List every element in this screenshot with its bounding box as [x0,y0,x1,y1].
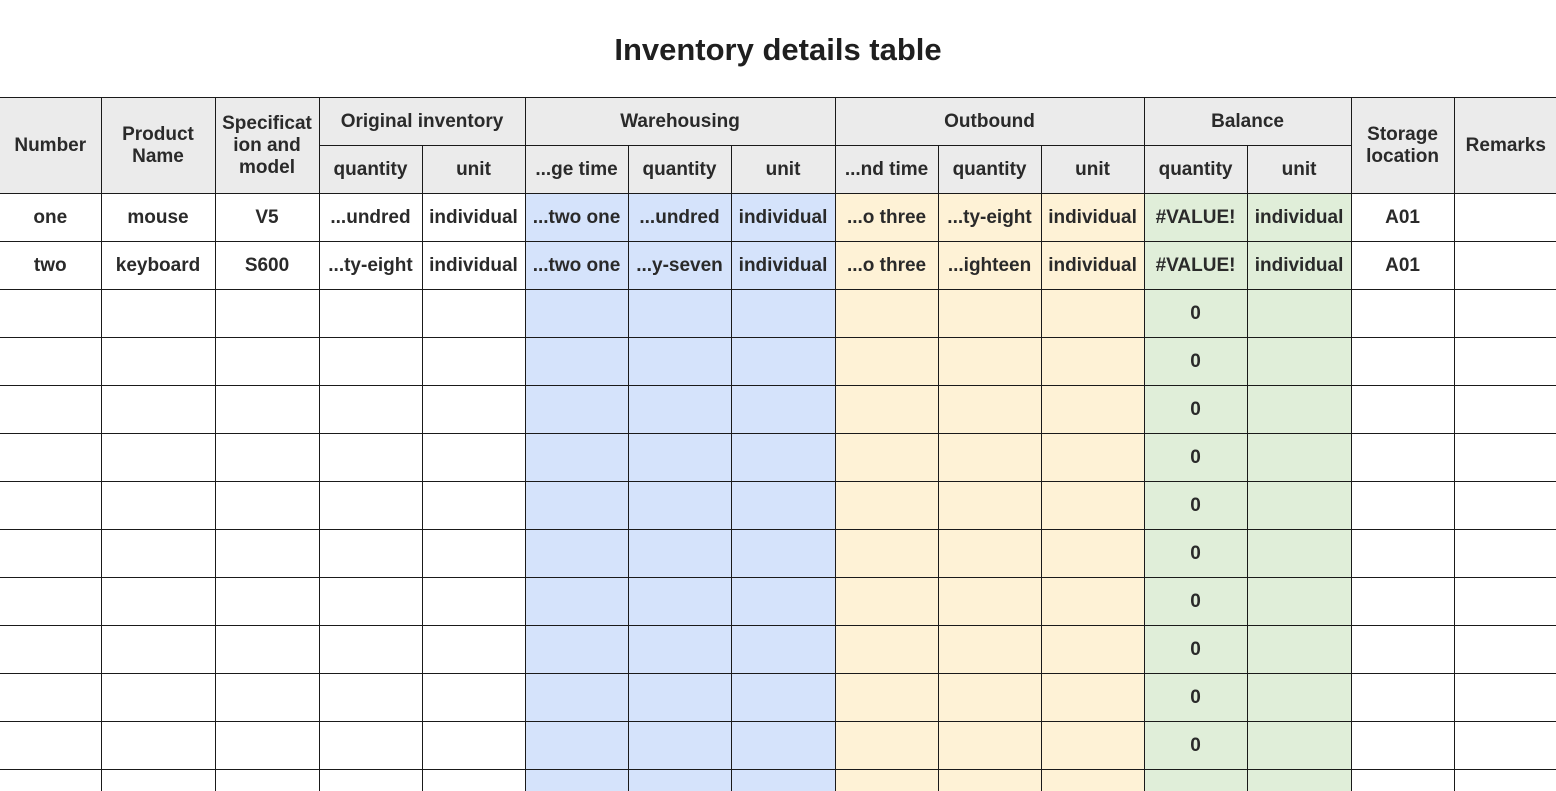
table-body [0,194,1556,791]
cell-orig-quantity[interactable] [319,722,422,770]
header-bal-unit[interactable]: unit [1247,146,1351,194]
cell-out-unit[interactable] [1041,626,1144,674]
cell-wh-quantity[interactable] [628,770,731,791]
cell-remarks[interactable] [1454,482,1556,530]
cell-number[interactable] [0,674,101,722]
cell-orig-unit[interactable] [422,530,525,578]
cell-wh-time[interactable] [525,722,628,770]
cell-out-unit[interactable] [1041,770,1144,791]
cell-wh-time[interactable]: ...two one [525,242,628,290]
cell-orig-quantity[interactable] [319,434,422,482]
cell-product-name[interactable] [101,578,215,626]
cell-orig-unit[interactable] [422,386,525,434]
cell-orig-quantity[interactable] [319,770,422,791]
cell-product-name[interactable]: keyboard [101,242,215,290]
cell-out-quantity[interactable] [938,290,1041,338]
header-storage-location[interactable]: Storage location [1351,98,1454,194]
cell-product-name[interactable]: mouse [101,194,215,242]
cell-product-name[interactable] [101,434,215,482]
cell-number[interactable] [0,386,101,434]
cell-remarks[interactable] [1454,674,1556,722]
cell-out-quantity[interactable]: ...ty-eight [938,194,1041,242]
header-out-time[interactable]: ...nd time [835,146,938,194]
header-number[interactable]: Number [0,98,101,194]
cell-bal-unit[interactable] [1247,482,1351,530]
cell-orig-quantity[interactable] [319,674,422,722]
cell-storage-location[interactable] [1351,674,1454,722]
cell-product-name[interactable] [101,770,215,791]
cell-specification[interactable] [215,626,319,674]
cell-out-time[interactable] [835,626,938,674]
cell-remarks[interactable] [1454,722,1556,770]
cell-storage-location[interactable] [1351,290,1454,338]
header-warehousing[interactable]: Warehousing [525,98,835,146]
cell-orig-unit[interactable] [422,338,525,386]
cell-orig-unit[interactable] [422,770,525,791]
cell-wh-time[interactable]: ...two one [525,194,628,242]
cell-wh-unit[interactable] [731,770,835,791]
cell-specification[interactable] [215,338,319,386]
cell-wh-quantity[interactable] [628,434,731,482]
header-out-quantity[interactable]: quantity [938,146,1041,194]
table-row [0,338,1556,386]
cell-out-time[interactable] [835,674,938,722]
cell-orig-unit[interactable] [422,722,525,770]
cell-storage-location[interactable] [1351,722,1454,770]
cell-orig-unit[interactable]: individual [422,242,525,290]
cell-out-unit[interactable] [1041,338,1144,386]
cell-specification[interactable] [215,386,319,434]
cell-orig-unit[interactable] [422,290,525,338]
cell-product-name[interactable] [101,530,215,578]
cell-wh-time[interactable] [525,290,628,338]
cell-out-time[interactable] [835,530,938,578]
cell-wh-unit[interactable] [731,674,835,722]
header-specification[interactable]: Specificat ion and model [215,98,319,194]
cell-wh-time[interactable] [525,674,628,722]
cell-out-quantity[interactable] [938,482,1041,530]
table-row [0,386,1556,434]
header-orig-quantity[interactable]: quantity [319,146,422,194]
cell-bal-quantity[interactable]: 0 [1144,338,1247,386]
cell-out-unit[interactable] [1041,290,1144,338]
cell-product-name[interactable] [101,626,215,674]
cell-bal-unit[interactable] [1247,338,1351,386]
cell-storage-location[interactable] [1351,338,1454,386]
cell-specification[interactable]: S600 [215,242,319,290]
cell-out-unit[interactable] [1041,386,1144,434]
cell-wh-quantity[interactable] [628,338,731,386]
cell-orig-quantity[interactable] [319,482,422,530]
table-row [0,482,1556,530]
cell-number[interactable] [0,434,101,482]
cell-out-quantity[interactable]: ...ighteen [938,242,1041,290]
cell-wh-unit[interactable] [731,386,835,434]
cell-wh-unit[interactable] [731,530,835,578]
cell-wh-unit[interactable] [731,482,835,530]
cell-number[interactable]: one [0,194,101,242]
cell-remarks[interactable] [1454,626,1556,674]
header-product-name[interactable]: Product Name [101,98,215,194]
table-row [0,194,1556,242]
cell-out-quantity[interactable] [938,530,1041,578]
cell-wh-unit[interactable] [731,290,835,338]
cell-number[interactable] [0,578,101,626]
cell-number[interactable] [0,626,101,674]
cell-orig-quantity[interactable] [319,290,422,338]
cell-bal-unit[interactable] [1247,386,1351,434]
cell-bal-unit[interactable] [1247,674,1351,722]
cell-bal-quantity[interactable]: 0 [1144,530,1247,578]
cell-specification[interactable] [215,578,319,626]
cell-specification[interactable] [215,290,319,338]
cell-product-name[interactable] [101,674,215,722]
cell-wh-time[interactable] [525,578,628,626]
cell-number[interactable] [0,530,101,578]
cell-out-quantity[interactable] [938,674,1041,722]
cell-remarks[interactable] [1454,338,1556,386]
header-wh-unit[interactable]: unit [731,146,835,194]
table-row [0,578,1556,626]
cell-wh-quantity[interactable] [628,722,731,770]
cell-orig-unit[interactable] [422,674,525,722]
cell-out-quantity[interactable] [938,386,1041,434]
cell-orig-quantity[interactable] [319,578,422,626]
cell-bal-quantity[interactable]: 0 [1144,626,1247,674]
cell-bal-unit[interactable] [1247,434,1351,482]
cell-product-name[interactable] [101,722,215,770]
inventory-table [0,97,1556,791]
cell-remarks[interactable] [1454,194,1556,242]
cell-wh-quantity[interactable] [628,386,731,434]
cell-remarks[interactable] [1454,242,1556,290]
cell-out-time[interactable] [835,338,938,386]
cell-number[interactable] [0,482,101,530]
cell-wh-time[interactable] [525,338,628,386]
cell-storage-location[interactable] [1351,386,1454,434]
cell-wh-time[interactable] [525,434,628,482]
cell-storage-location[interactable] [1351,578,1454,626]
cell-wh-time[interactable] [525,770,628,791]
cell-storage-location[interactable] [1351,434,1454,482]
table-row [0,674,1556,722]
table-title: Inventory details table [614,32,942,67]
table-row [0,242,1556,290]
cell-wh-unit[interactable] [731,722,835,770]
cell-out-unit[interactable] [1041,482,1144,530]
table-row [0,626,1556,674]
cell-wh-unit[interactable] [731,626,835,674]
cell-bal-quantity[interactable]: #VALUE! [1144,242,1247,290]
cell-bal-unit[interactable]: individual [1247,194,1351,242]
cell-wh-quantity[interactable]: ...y-seven [628,242,731,290]
cell-orig-unit[interactable] [422,626,525,674]
cell-out-quantity[interactable] [938,338,1041,386]
cell-specification[interactable]: V5 [215,194,319,242]
cell-out-time[interactable]: ...o three [835,194,938,242]
cell-wh-unit[interactable] [731,338,835,386]
cell-remarks[interactable] [1454,434,1556,482]
table-row [0,434,1556,482]
header-wh-quantity[interactable]: quantity [628,146,731,194]
table-row [0,530,1556,578]
cell-wh-unit[interactable]: individual [731,194,835,242]
cell-out-unit[interactable] [1041,674,1144,722]
cell-wh-unit[interactable] [731,434,835,482]
table-row [0,722,1556,770]
cell-orig-unit[interactable]: individual [422,194,525,242]
cell-wh-quantity[interactable] [628,626,731,674]
cell-out-time[interactable] [835,722,938,770]
cell-out-unit[interactable] [1041,578,1144,626]
cell-bal-unit[interactable]: individual [1247,242,1351,290]
cell-out-time[interactable] [835,770,938,791]
cell-out-quantity[interactable] [938,722,1041,770]
cell-specification[interactable] [215,434,319,482]
header-remarks[interactable]: Remarks [1454,98,1556,194]
cell-wh-quantity[interactable] [628,290,731,338]
table-row [0,770,1556,791]
cell-orig-quantity[interactable]: ...undred [319,194,422,242]
cell-number[interactable]: two [0,242,101,290]
cell-remarks[interactable] [1454,290,1556,338]
cell-out-quantity[interactable] [938,626,1041,674]
cell-storage-location[interactable] [1351,626,1454,674]
cell-specification[interactable] [215,722,319,770]
cell-remarks[interactable] [1454,530,1556,578]
cell-specification[interactable] [215,482,319,530]
cell-remarks[interactable] [1454,386,1556,434]
cell-storage-location[interactable] [1351,770,1454,791]
cell-out-time[interactable]: ...o three [835,242,938,290]
cell-bal-quantity[interactable]: 0 [1144,578,1247,626]
cell-orig-quantity[interactable] [319,626,422,674]
cell-orig-quantity[interactable] [319,338,422,386]
header-bal-quantity[interactable]: quantity [1144,146,1247,194]
cell-out-quantity[interactable] [938,434,1041,482]
header-out-unit[interactable]: unit [1041,146,1144,194]
cell-out-unit[interactable] [1041,434,1144,482]
cell-number[interactable] [0,338,101,386]
cell-bal-quantity[interactable]: #VALUE! [1144,194,1247,242]
cell-out-time[interactable] [835,386,938,434]
cell-bal-quantity[interactable]: 0 [1144,290,1247,338]
cell-product-name[interactable] [101,290,215,338]
cell-wh-quantity[interactable] [628,578,731,626]
header-original-inventory[interactable]: Original inventory [319,98,525,146]
cell-wh-quantity[interactable] [628,482,731,530]
header-wh-time[interactable]: ...ge time [525,146,628,194]
cell-wh-quantity[interactable] [628,674,731,722]
cell-product-name[interactable] [101,386,215,434]
cell-wh-quantity[interactable] [628,530,731,578]
cell-storage-location[interactable]: A01 [1351,194,1454,242]
cell-bal-quantity[interactable]: 0 [1144,722,1247,770]
cell-remarks[interactable] [1454,578,1556,626]
cell-wh-time[interactable] [525,626,628,674]
cell-out-time[interactable] [835,482,938,530]
cell-out-time[interactable] [835,434,938,482]
cell-orig-quantity[interactable] [319,386,422,434]
cell-bal-quantity[interactable]: 0 [1144,434,1247,482]
cell-out-unit[interactable] [1041,530,1144,578]
cell-out-unit[interactable] [1041,722,1144,770]
header-row-top [0,98,1556,146]
header-balance[interactable]: Balance [1144,98,1351,146]
cell-specification[interactable] [215,674,319,722]
cell-out-time[interactable] [835,290,938,338]
cell-out-quantity[interactable] [938,770,1041,791]
cell-storage-location[interactable] [1351,530,1454,578]
cell-out-time[interactable] [835,578,938,626]
cell-specification[interactable] [215,770,319,791]
table-row [0,290,1556,338]
cell-bal-quantity[interactable] [1144,770,1247,791]
cell-orig-unit[interactable] [422,578,525,626]
cell-wh-unit[interactable] [731,578,835,626]
cell-product-name[interactable] [101,482,215,530]
cell-wh-time[interactable] [525,530,628,578]
cell-bal-unit[interactable] [1247,626,1351,674]
cell-number[interactable] [0,722,101,770]
cell-wh-time[interactable] [525,482,628,530]
cell-number[interactable] [0,290,101,338]
cell-orig-unit[interactable] [422,482,525,530]
cell-orig-unit[interactable] [422,434,525,482]
cell-storage-location[interactable]: A01 [1351,242,1454,290]
cell-bal-unit[interactable] [1247,530,1351,578]
cell-remarks[interactable] [1454,770,1556,791]
cell-number[interactable] [0,770,101,791]
cell-bal-unit[interactable] [1247,290,1351,338]
header-orig-unit[interactable]: unit [422,146,525,194]
cell-bal-unit[interactable] [1247,770,1351,791]
cell-out-unit[interactable]: individual [1041,194,1144,242]
cell-bal-quantity[interactable]: 0 [1144,386,1247,434]
cell-wh-time[interactable] [525,386,628,434]
header-outbound[interactable]: Outbound [835,98,1144,146]
cell-product-name[interactable] [101,338,215,386]
cell-orig-quantity[interactable]: ...ty-eight [319,242,422,290]
cell-bal-quantity[interactable]: 0 [1144,482,1247,530]
cell-out-unit[interactable]: individual [1041,242,1144,290]
cell-wh-quantity[interactable]: ...undred [628,194,731,242]
cell-bal-quantity[interactable]: 0 [1144,674,1247,722]
cell-storage-location[interactable] [1351,482,1454,530]
cell-orig-quantity[interactable] [319,530,422,578]
cell-wh-unit[interactable]: individual [731,242,835,290]
cell-bal-unit[interactable] [1247,578,1351,626]
cell-bal-unit[interactable] [1247,722,1351,770]
cell-specification[interactable] [215,530,319,578]
cell-out-quantity[interactable] [938,578,1041,626]
